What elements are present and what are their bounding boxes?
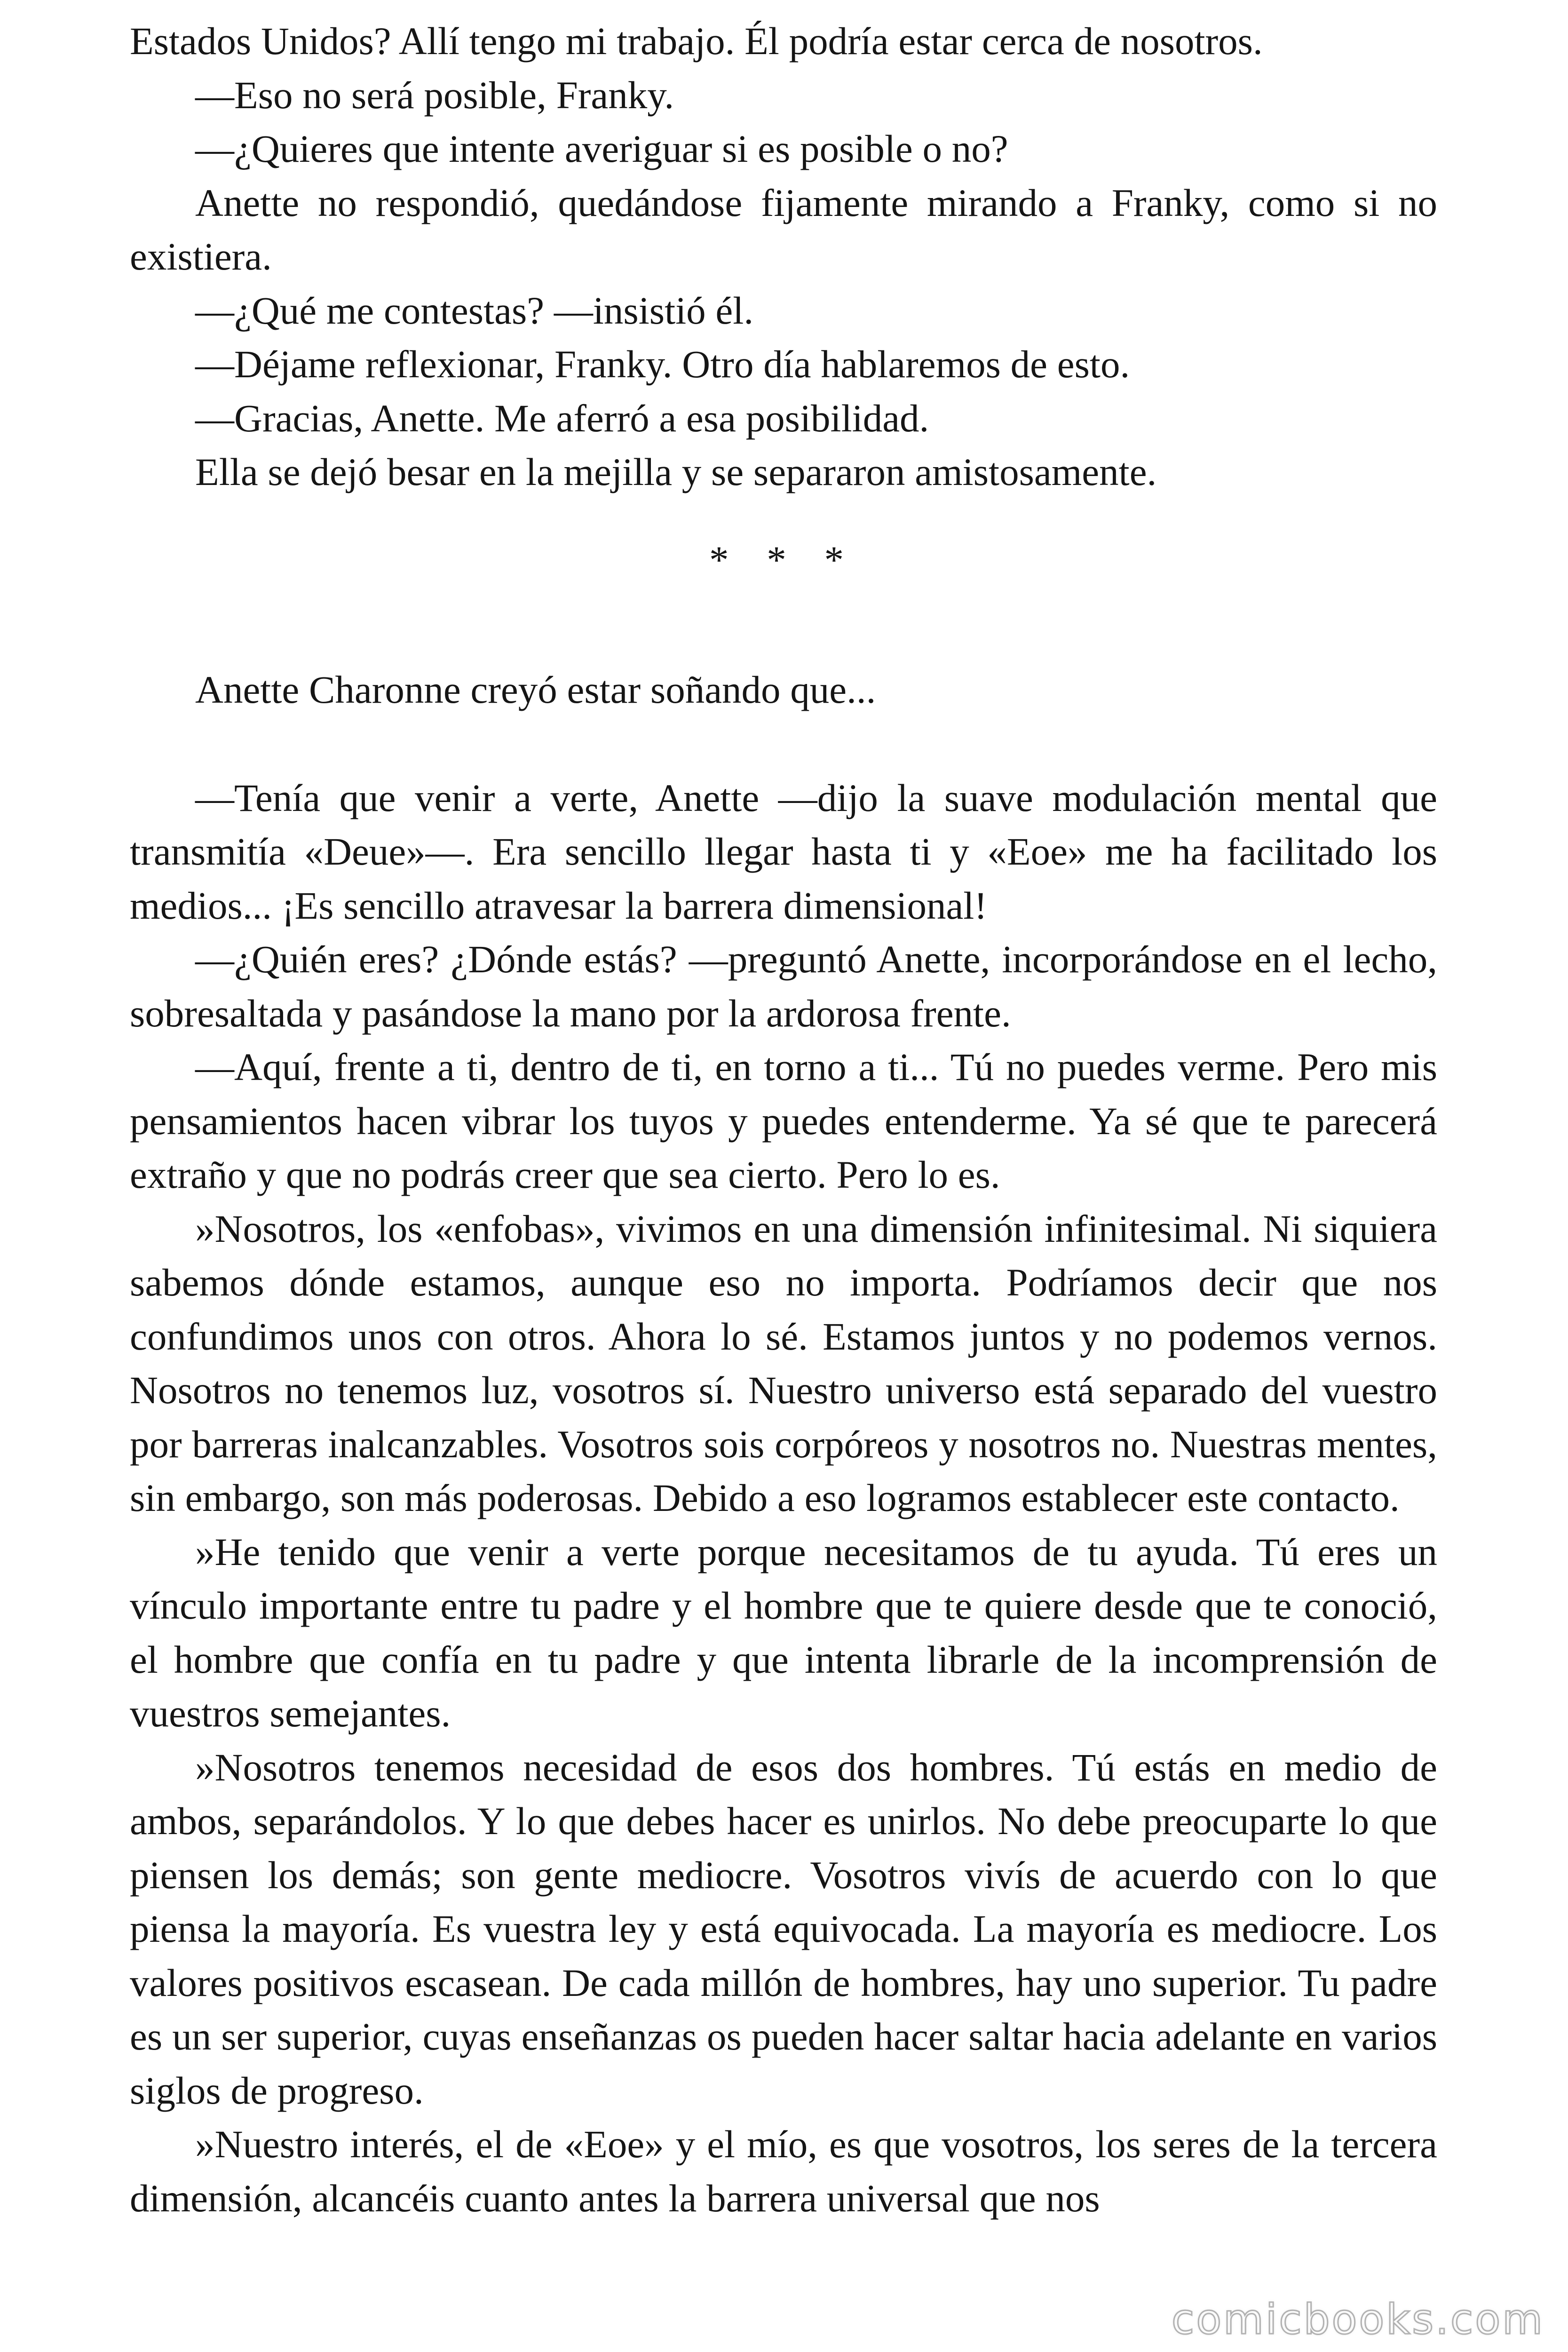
paragraph: »Nosotros, los «enfobas», vivimos en una dimensión infinitesimal. Ni siquiera sabemos dónde estamos, aunque eso no importa. Podríamos decir que nos confundimos unos con otros. Ahora lo sé. Estamos juntos y no podemos vernos. Nosotros no tenemos luz, vosotros sí. Nuestro universo está separado del vuestro por barreras inalcanzables. Vosotros sois corpóreos y nosotros no. Nuestras mentes, sin embargo, son más poderosas. Debido a eso logramos establecer este contacto.: [130, 1207, 1437, 1519]
paragraph: —Aquí, frente a ti, dentro de ti, en torno a ti... Tú no puedes verme. Pero mis pensamientos hacen vibrar los tuyos y puedes entenderme. Ya sé que te parecerá extraño y que no podrás creer que sea cierto. Pero lo es.: [130, 1045, 1437, 1196]
spacer: [130, 587, 1437, 663]
spacer: [130, 717, 1437, 771]
paragraph: —¿Quién eres? ¿Dónde estás? —preguntó Anette, incorporándose en el lecho, sobresaltada y pasándose la mano por la ardorosa frente.: [130, 938, 1437, 1035]
paragraph: —Gracias, Anette. Me aferró a esa posibilidad.: [195, 396, 929, 440]
text-block-after: [130, 771, 1437, 2225]
intro-line: Anette Charonne creyó estar soñando que...: [195, 668, 876, 711]
paragraph: Estados Unidos? Allí tengo mi trabajo. Él podría estar cerca de nosotros.: [130, 19, 1263, 63]
book-page: [130, 14, 1437, 2225]
watermark: comicbooks.com: [1171, 2295, 1544, 2344]
paragraph: —Eso no será posible, Franky.: [195, 73, 674, 117]
paragraph: »He tenido que venir a verte porque necesitamos de tu ayuda. Tú eres un vínculo importante entre tu padre y el hombre que te quiere desde que te conoció, el hombre que confía en tu padre y que intenta librarle de la incomprensión de vuestros semejantes.: [130, 1530, 1437, 1735]
paragraph: —¿Qué me contestas? —insistió él.: [195, 288, 754, 332]
section-separator: * * *: [709, 538, 858, 581]
paragraph: —¿Quieres que intente averiguar si es posible o no?: [195, 127, 1008, 170]
paragraph: Anette no respondió, quedándose fijamente mirando a Franky, como si no existiera.: [130, 181, 1437, 278]
paragraph: Ella se dejó besar en la mejilla y se separaron amistosamente.: [195, 450, 1157, 493]
paragraph: —Tenía que venir a verte, Anette —dijo la suave modulación mental que transmitía «Deue»—. Era sencillo llegar hasta ti y «Eoe» me ha facilitado los medios... ¡Es sencillo atravesar la barrera dimensional!: [130, 776, 1437, 927]
paragraph: »Nuestro interés, el de «Eoe» y el mío, es que vosotros, los seres de la tercera dimensión, alcancéis cuanto antes la barrera universal que nos: [130, 2122, 1437, 2220]
paragraph: »Nosotros tenemos necesidad de esos dos hombres. Tú estás en medio de ambos, separándolos. Y lo que debes hacer es unirlos. No debe preocuparte lo que piensen los demás; son gente mediocre. Vosotros vivís de acuerdo con lo que piensa la mayoría. Es vuestra ley y está equivocada. La mayoría es mediocre. Los valores positivos escasean. De cada millón de hombres, hay uno superior. Tu padre es un ser superior, cuyas enseñanzas os pueden hacer saltar hacia adelante en varios siglos de progreso.: [130, 1745, 1437, 2112]
text-block-before: [130, 14, 1437, 499]
paragraph: —Déjame reflexionar, Franky. Otro día hablaremos de esto.: [195, 342, 1130, 386]
